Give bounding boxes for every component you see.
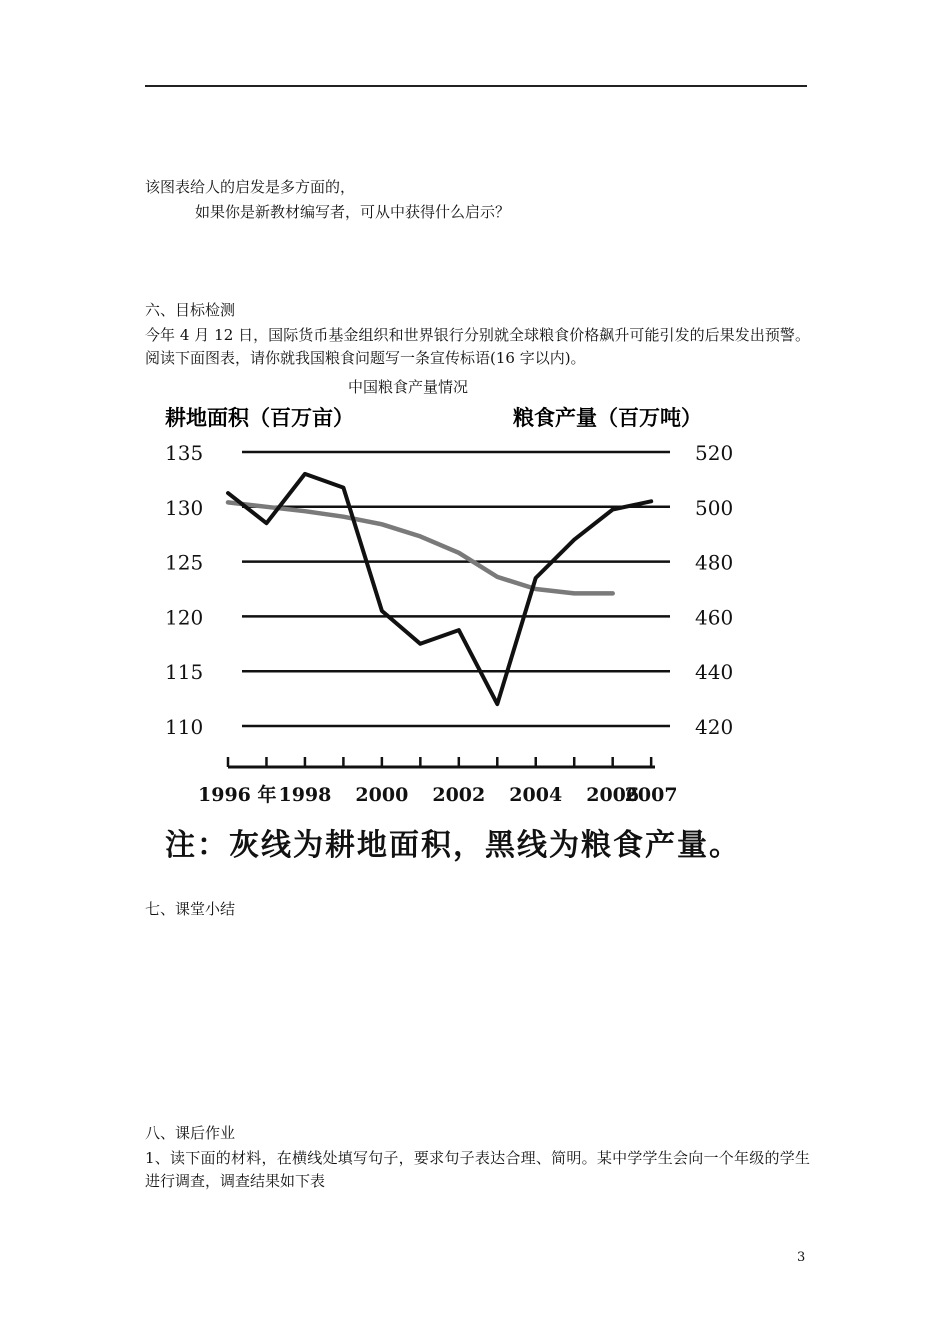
x-axis [198,757,678,806]
x-tick-label: 2007 [624,784,678,806]
right-tick-label: 420 [695,715,734,739]
left-tick-label: 125 [165,550,204,575]
x-tick-label: 1998 [278,784,332,806]
x-tick-label: 2006 [586,784,640,806]
left-tick-label: 130 [165,495,204,520]
section-8-body: 1、读下面的材料，在横线处填写句子，要求句子表达合理、简明。某中学学生会向一个年级的学生进行调查，调查结果如下表 [145,1149,810,1190]
x-tick-label: 2002 [432,784,486,806]
section-7-title: 七、课堂小结 [145,900,236,918]
x-tick-label: 2000 [355,784,409,806]
paragraph-inspiration: 该图表给人的启发是多方面的， [145,178,356,196]
left-tick-label: 120 [165,605,204,630]
page-number: 3 [797,1250,806,1265]
series-lines [228,474,651,704]
left-axis-title: 耕地面积（百万亩） [165,406,354,430]
right-tick-label: 440 [695,660,734,685]
section-8-title: 八、课后作业 [145,1124,236,1142]
left-tick-label: 110 [165,715,204,739]
right-tick-label: 500 [695,495,734,520]
section-6-title: 六、目标检测 [145,301,236,319]
paragraph-question: 如果你是新教材编写者，可从中获得什么启示？ [195,203,511,221]
left-tick-label: 115 [165,660,204,685]
x-tick-label: 2004 [509,784,563,806]
right-axis-title: 粮食产量（百万吨） [513,406,702,430]
header-rule [145,85,807,87]
right-tick-label: 480 [695,550,734,575]
right-tick-label: 520 [695,441,734,465]
chart-note: 注：灰线为耕地面积，黑线为粮食产量。 [165,828,741,863]
section-6-body: 今年 4 月 12 日，国际货币基金组织和世界银行分别就全球粮食价格飙升可能引发的后果发出预警。阅读下面图表，请你就我国粮食问题写一条宣传标语(16 字以内)。 [145,326,810,367]
grain-production-chart [150,395,750,815]
grid-lines [242,452,670,726]
right-tick-label: 460 [695,605,734,630]
chart-caption: 中国粮食产量情况 [348,378,469,396]
y-tick-labels [165,441,733,739]
farmland-area-line [228,502,613,593]
x-tick-label: 1996 年 [198,784,277,806]
left-tick-label: 135 [165,441,204,465]
